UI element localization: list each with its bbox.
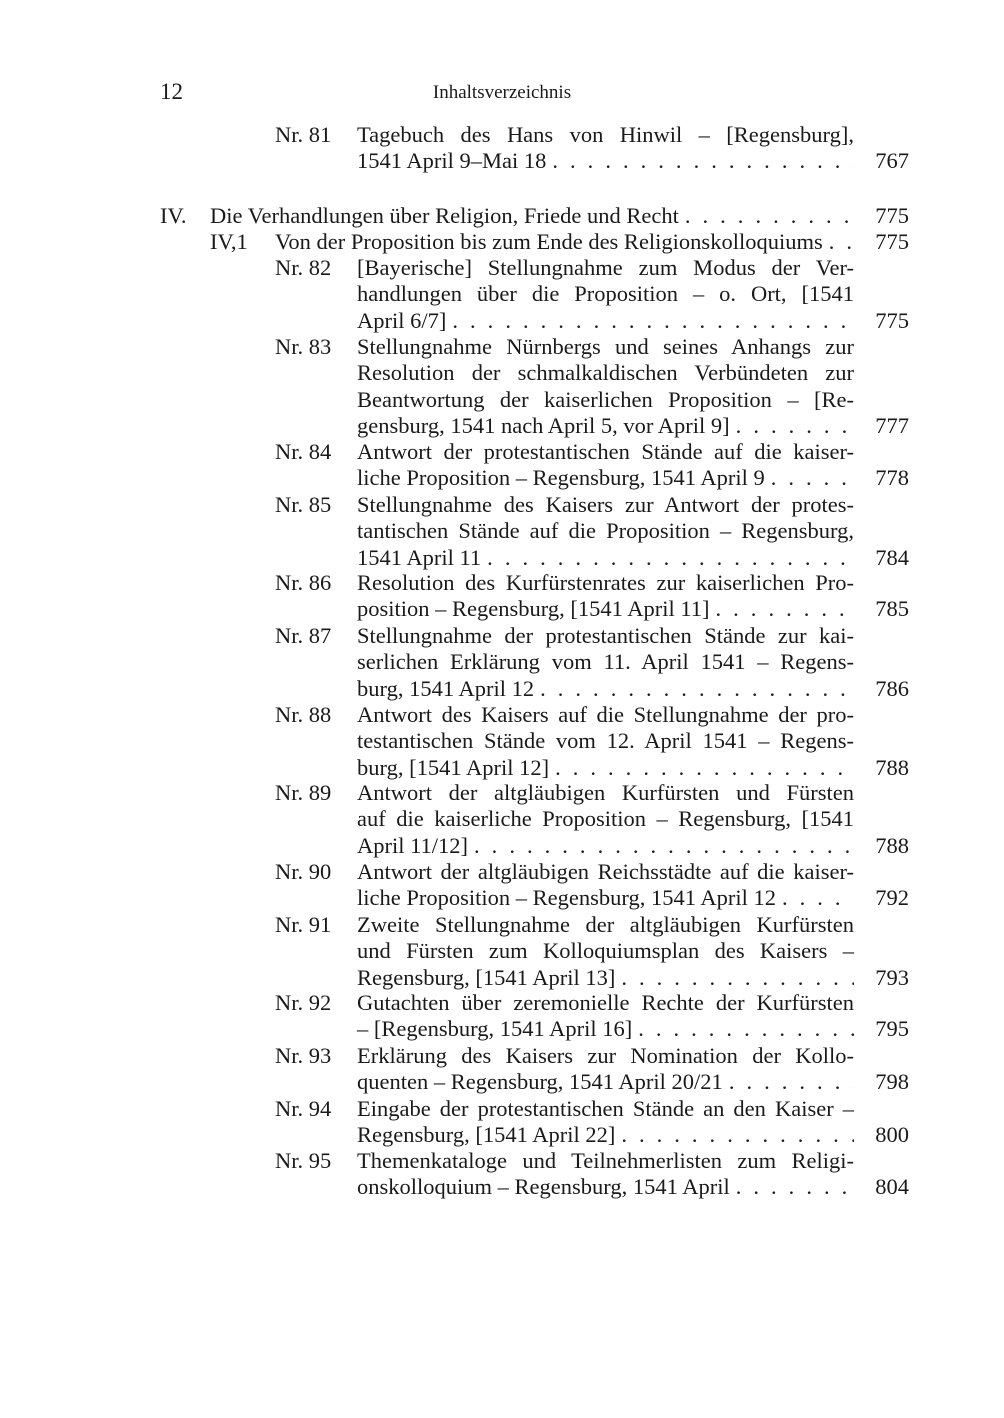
entry-title-lastline <box>357 885 854 911</box>
entry-title <box>210 203 854 229</box>
page-number: 12 <box>160 79 183 104</box>
page-reference: 775 <box>875 203 909 228</box>
page-reference: 804 <box>875 1174 909 1200</box>
page-reference: 786 <box>875 675 909 701</box>
entry-title <box>357 859 854 912</box>
entry-title-line: Eingabe der protestantischen Stände an den Kaiser – <box>357 1096 854 1121</box>
entry-title <box>357 334 854 439</box>
entry-title-lastline <box>357 545 854 571</box>
dot-leader <box>621 1122 854 1148</box>
entry-title-lastline <box>357 148 854 174</box>
entry-title-line: Beantwortung der kaiserlichen Proposition – [Re- <box>357 386 854 412</box>
page-reference: 777 <box>875 412 909 438</box>
entry-title <box>357 780 854 859</box>
entry-title-line: Stellungnahme der protestantischen Stände zur kai- <box>357 623 854 648</box>
entry-title-lastline <box>210 203 854 229</box>
entry-title-lastline <box>357 965 854 991</box>
entry-title <box>357 492 854 571</box>
page-reference: 800 <box>875 1122 909 1148</box>
entry-label: Nr. 91 <box>275 912 332 937</box>
dot-leader <box>555 755 854 781</box>
entry-title-line: Antwort der protestantischen Stände auf die kaiser- <box>357 439 854 464</box>
entry-label: Nr. 87 <box>275 623 332 648</box>
entry-title-lastline <box>357 308 854 334</box>
entry-title-lastline <box>357 596 854 622</box>
entry-title-line: Stellungnahme des Kaisers zur Antwort der protes- <box>357 492 854 517</box>
entry-title <box>357 1148 854 1201</box>
entry-title-line: Resolution der schmalkaldischen Verbündeten zur <box>357 360 854 386</box>
page-reference: 767 <box>875 148 909 174</box>
entry-title-line: liche Proposition – Regensburg, 1541 April 9 <box>357 465 765 491</box>
entry-title-lastline <box>357 1069 854 1095</box>
dot-leader <box>552 148 854 174</box>
entry-title-line: Stellungnahme Nürnbergs und seines Anhangs zur <box>357 334 854 359</box>
entry-title-line: Von der Proposition bis zum Ende des Religionskolloquiums <box>275 229 823 254</box>
dot-leader <box>540 676 854 702</box>
dot-leader <box>452 308 854 334</box>
entry-title-line: – [Regensburg, 1541 April 16] <box>357 1016 633 1042</box>
dot-leader <box>729 1069 854 1095</box>
entry-label: Nr. 95 <box>275 1148 332 1173</box>
entry-title-lastline <box>275 229 854 255</box>
entry-title <box>357 990 854 1043</box>
entry-title-line: gensburg, 1541 nach April 5, vor April 9] <box>357 412 730 438</box>
entry-title-lastline <box>357 833 854 859</box>
entry-title-lastline <box>357 1174 854 1200</box>
page-reference: 775 <box>875 229 909 254</box>
page-reference: 788 <box>875 832 909 858</box>
entry-label: Nr. 82 <box>275 255 332 280</box>
page-reference: 798 <box>875 1069 909 1095</box>
entry-title-line: tantischen Stände auf die Proposition – Regensburg, <box>357 518 854 544</box>
entry-title-line: testantischen Stände vom 12. April 1541 – Regens- <box>357 728 854 754</box>
dot-leader <box>487 545 854 571</box>
entry-title-lastline <box>357 465 854 491</box>
entry-label: Nr. 93 <box>275 1043 332 1068</box>
entry-title-lastline <box>357 413 854 439</box>
entry-title-line: Die Verhandlungen über Religion, Friede und Recht <box>210 203 679 228</box>
entry-title <box>357 702 854 781</box>
entry-title-line: Regensburg, [1541 April 22] <box>357 1122 616 1148</box>
entry-title-line: April 11/12] <box>357 832 469 858</box>
entry-title-line: Antwort der altgläubigen Kurfürsten und Fürsten <box>357 780 854 805</box>
entry-title-line: Regensburg, [1541 April 13] <box>357 964 616 990</box>
entry-label: IV. <box>160 203 187 228</box>
page-reference: 788 <box>875 754 909 780</box>
entry-label: Nr. 83 <box>275 334 332 359</box>
page-reference: 792 <box>875 885 909 911</box>
entry-title <box>275 229 854 255</box>
entry-title <box>357 623 854 702</box>
entry-title-line: [Bayerische] Stellungnahme zum Modus der Ver- <box>357 255 854 280</box>
entry-title-line: auf die kaiserliche Proposition – Regensburg, [1541 <box>357 806 854 832</box>
dot-leader <box>685 203 854 229</box>
entry-title-line: burg, 1541 April 12 <box>357 675 535 701</box>
entry-label: Nr. 92 <box>275 990 332 1015</box>
entry-title-line: Antwort des Kaisers auf die Stellungnahme der pro- <box>357 702 854 727</box>
dot-leader <box>736 413 854 439</box>
entry-title-line: quenten – Regensburg, 1541 April 20/21 <box>357 1069 723 1095</box>
page-reference: 793 <box>875 964 909 990</box>
entry-title <box>357 912 854 991</box>
entry-title-line: 1541 April 9–Mai 18 <box>357 148 547 174</box>
entry-title-line: Erklärung des Kaisers zur Nomination der Kollo- <box>357 1043 854 1068</box>
entry-title <box>357 1043 854 1096</box>
dot-leader <box>771 465 854 491</box>
page-reference: 784 <box>875 544 909 570</box>
page-reference: 785 <box>875 596 909 622</box>
entry-title-line: April 6/7] <box>357 307 447 333</box>
entry-label: Nr. 90 <box>275 859 332 884</box>
entry-title-line: position – Regensburg, [1541 April 11] <box>357 596 710 622</box>
entry-label: Nr. 86 <box>275 570 332 595</box>
entry-title <box>357 122 854 175</box>
page-reference: 795 <box>875 1016 909 1042</box>
entry-title-line: Antwort der altgläubigen Reichsstädte auf die kaiser- <box>357 859 854 884</box>
entry-label: Nr. 88 <box>275 702 332 727</box>
entry-title-line: und Fürsten zum Kolloquiumsplan des Kaisers – <box>357 938 854 964</box>
entry-title-lastline <box>357 755 854 781</box>
entry-title-line: handlungen über die Proposition – o. Ort, [1541 <box>357 281 854 307</box>
entry-title-line: 1541 April 11 <box>357 544 482 570</box>
entry-label: Nr. 89 <box>275 780 332 805</box>
page-reference: 778 <box>875 465 909 491</box>
entry-title-line: Zweite Stellungnahme der altgläubigen Kurfürsten <box>357 912 854 937</box>
page-reference: 775 <box>875 307 909 333</box>
entry-title-line: serlichen Erklärung vom 11. April 1541 – Regens- <box>357 649 854 675</box>
entry-title-lastline <box>357 1016 854 1042</box>
dot-leader <box>716 596 855 622</box>
entry-title <box>357 570 854 623</box>
entry-title <box>357 439 854 492</box>
entry-title-line: Resolution des Kurfürstenrates zur kaiserlichen Pro- <box>357 570 854 595</box>
entry-title-line: Gutachten über zeremonielle Rechte der Kurfürsten <box>357 990 854 1015</box>
entry-title <box>357 1096 854 1149</box>
entry-title-line: onskolloquium – Regensburg, 1541 April <box>357 1174 730 1200</box>
entry-label: Nr. 85 <box>275 492 332 517</box>
running-header: Inhaltsverzeichnis <box>432 82 572 103</box>
entry-title-lastline <box>357 676 854 702</box>
entry-title-line: Themenkataloge und Teilnehmerlisten zum Religi- <box>357 1148 854 1173</box>
entry-label: Nr. 84 <box>275 439 332 464</box>
entry-label: Nr. 94 <box>275 1096 332 1121</box>
dot-leader <box>621 965 854 991</box>
dot-leader <box>638 1016 854 1042</box>
dot-leader <box>474 833 854 859</box>
entry-title <box>357 255 854 334</box>
entry-label: IV,1 <box>210 229 248 254</box>
entry-title-line: Tagebuch des Hans von Hinwil – [Regensburg], <box>357 122 854 147</box>
dot-leader <box>736 1174 854 1200</box>
entry-title-lastline <box>357 1122 854 1148</box>
entry-title-line: liche Proposition – Regensburg, 1541 April 12 <box>357 885 776 911</box>
dot-leader <box>782 885 854 911</box>
entry-label: Nr. 81 <box>275 122 332 147</box>
entry-title-line: burg, [1541 April 12] <box>357 754 550 780</box>
